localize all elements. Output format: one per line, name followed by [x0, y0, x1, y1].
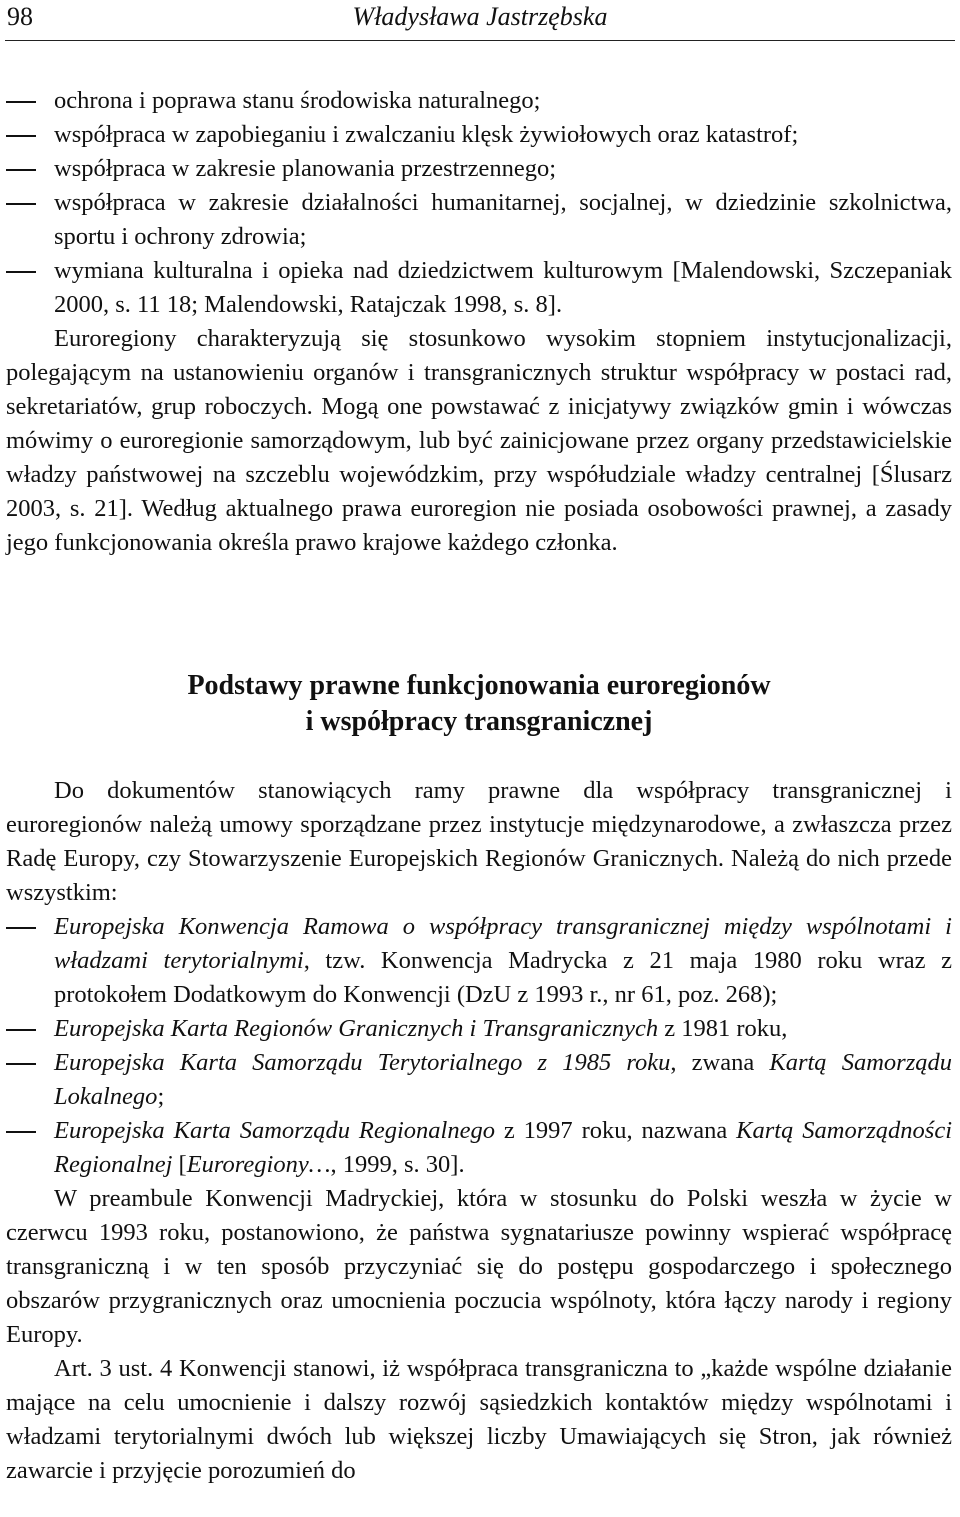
- document-note: , 1999, s. 30].: [330, 1151, 465, 1178]
- citation-title: Euroregiony…: [186, 1151, 331, 1178]
- paragraph-euroregions: Euroregiony charakteryzują się stosunkowo wysokim stopniem instytucjonalizacji, polegającym na ustanowieniu organów i transgranicznych struktur współpracy w postaci rad, sekretariatów, grup roboczych. Mogą one powstawać z inicjatywy związków gmin i wówczas mówimy o euroregionie samorządowym, lub być zainicjowane przez organy przedstawicielskie władzy państwowej na szczeblu wojewódzkim, przy współudziale władzy centralnej [Ślusarz 2003, s. 21]. Według aktualnego prawa euroregion nie posiada osobowości prawnej, a zasady jego funkcjonowania określa prawo krajowe każdego członka.: [6, 325, 952, 556]
- document-title: Europejska Karta Samorządu Terytorialnego z 1985 roku: [54, 1049, 671, 1076]
- running-title: Władysława Jastrzębska: [352, 2, 608, 31]
- document-note: z 1981 roku,: [658, 1015, 788, 1042]
- section-heading: [6, 668, 952, 740]
- paragraph-documents: Do dokumentów stanowiących ramy prawne dla współpracy transgranicznej i euroregionów należą umowy sporządzane przez instytucje międzynarodowe, a zwłaszcza przez Radę Europy, czy Stowarzyszenie Europejskich Regionów Granicznych. Należą do nich przede wszystkim:: [6, 777, 952, 906]
- list-item: [6, 1046, 952, 1114]
- section-heading-line: Podstawy prawne funkcjonowania euroregionów: [187, 670, 771, 701]
- paragraph-article: Art. 3 ust. 4 Konwencji stanowi, iż współpraca transgraniczna to „każde wspólne działanie mające na celu umocnienie i dalszy rozwój sąsiedzkich kontaktów między wspólnotami i władzami terytorialnymi dwóch lub większej liczby Umawiających się Stron, jak również zawarcie i przyjęcie porozumień do: [6, 1355, 952, 1484]
- top-list-block: [6, 84, 952, 560]
- list-item: współpraca w zapobieganiu i zwalczaniu klęsk żywiołowych oraz katastrof;: [6, 118, 952, 152]
- list-item: współpraca w zakresie planowania przestrzennego;: [6, 152, 952, 186]
- page-header: [5, 0, 955, 41]
- document-note: [: [172, 1151, 187, 1178]
- documents-list: [6, 910, 952, 1182]
- document-note: , zwana: [670, 1049, 770, 1076]
- list-item: ochrona i poprawa stanu środowiska naturalnego;: [6, 84, 952, 118]
- list-item: [6, 1114, 952, 1182]
- document-note: ;: [157, 1083, 165, 1110]
- document-note: , tzw. Konwencja Madrycka z 21 maja 1980 roku wraz z protokołem Dodatkowym do Konwencji (DzU z 1993 r., nr 61, poz. 268);: [54, 947, 952, 1008]
- document-title: Europejska Karta Samorządu Regionalnego: [54, 1117, 495, 1144]
- document-title: Europejska Konwencja Ramowa o współpracy transgranicznej między wspólnotami i władzami terytorialnymi: [54, 913, 952, 974]
- document-alt-title: Kartą Samorządności Regionalnej: [54, 1117, 953, 1178]
- document-title: Europejska Karta Regionów Granicznych i Transgranicznych: [54, 1015, 659, 1042]
- document-alt-title: Kartą Samorządu Lokalnego: [54, 1049, 952, 1110]
- list-item: współpraca w zakresie działalności humanitarnej, socjalnej, w dziedzinie szkolnictwa, sportu i ochrony zdrowia;: [6, 186, 952, 254]
- list-item: [6, 910, 952, 1012]
- paragraph-preamble: W preambule Konwencji Madryckiej, która w stosunku do Polski weszła w życie w czerwcu 1993 roku, postanowiono, że państwa sygnatariusze powinny wspierać współpracę transgraniczną i w ten sposób przyczyniać się do postępu gospodarczego i społecznego obszarów przygranicznych oraz umocnienia poczucia wspólnoty, która łączy narody i regiony Europy.: [6, 1185, 952, 1348]
- document-note: z 1997 roku, nazwana: [494, 1117, 737, 1144]
- page-number: 98: [7, 2, 33, 31]
- list-item: wymiana kulturalna i opieka nad dziedzictwem kulturowym [Malendowski, Szczepaniak 2000, s. 11 18; Malendowski, Ratajczak 1998, s. 8].: [6, 254, 952, 322]
- section-heading-line: i współpracy transgranicznej: [305, 706, 653, 737]
- activity-list: [6, 84, 952, 322]
- list-item: [6, 1012, 952, 1046]
- legal-basis-block: [6, 774, 952, 1488]
